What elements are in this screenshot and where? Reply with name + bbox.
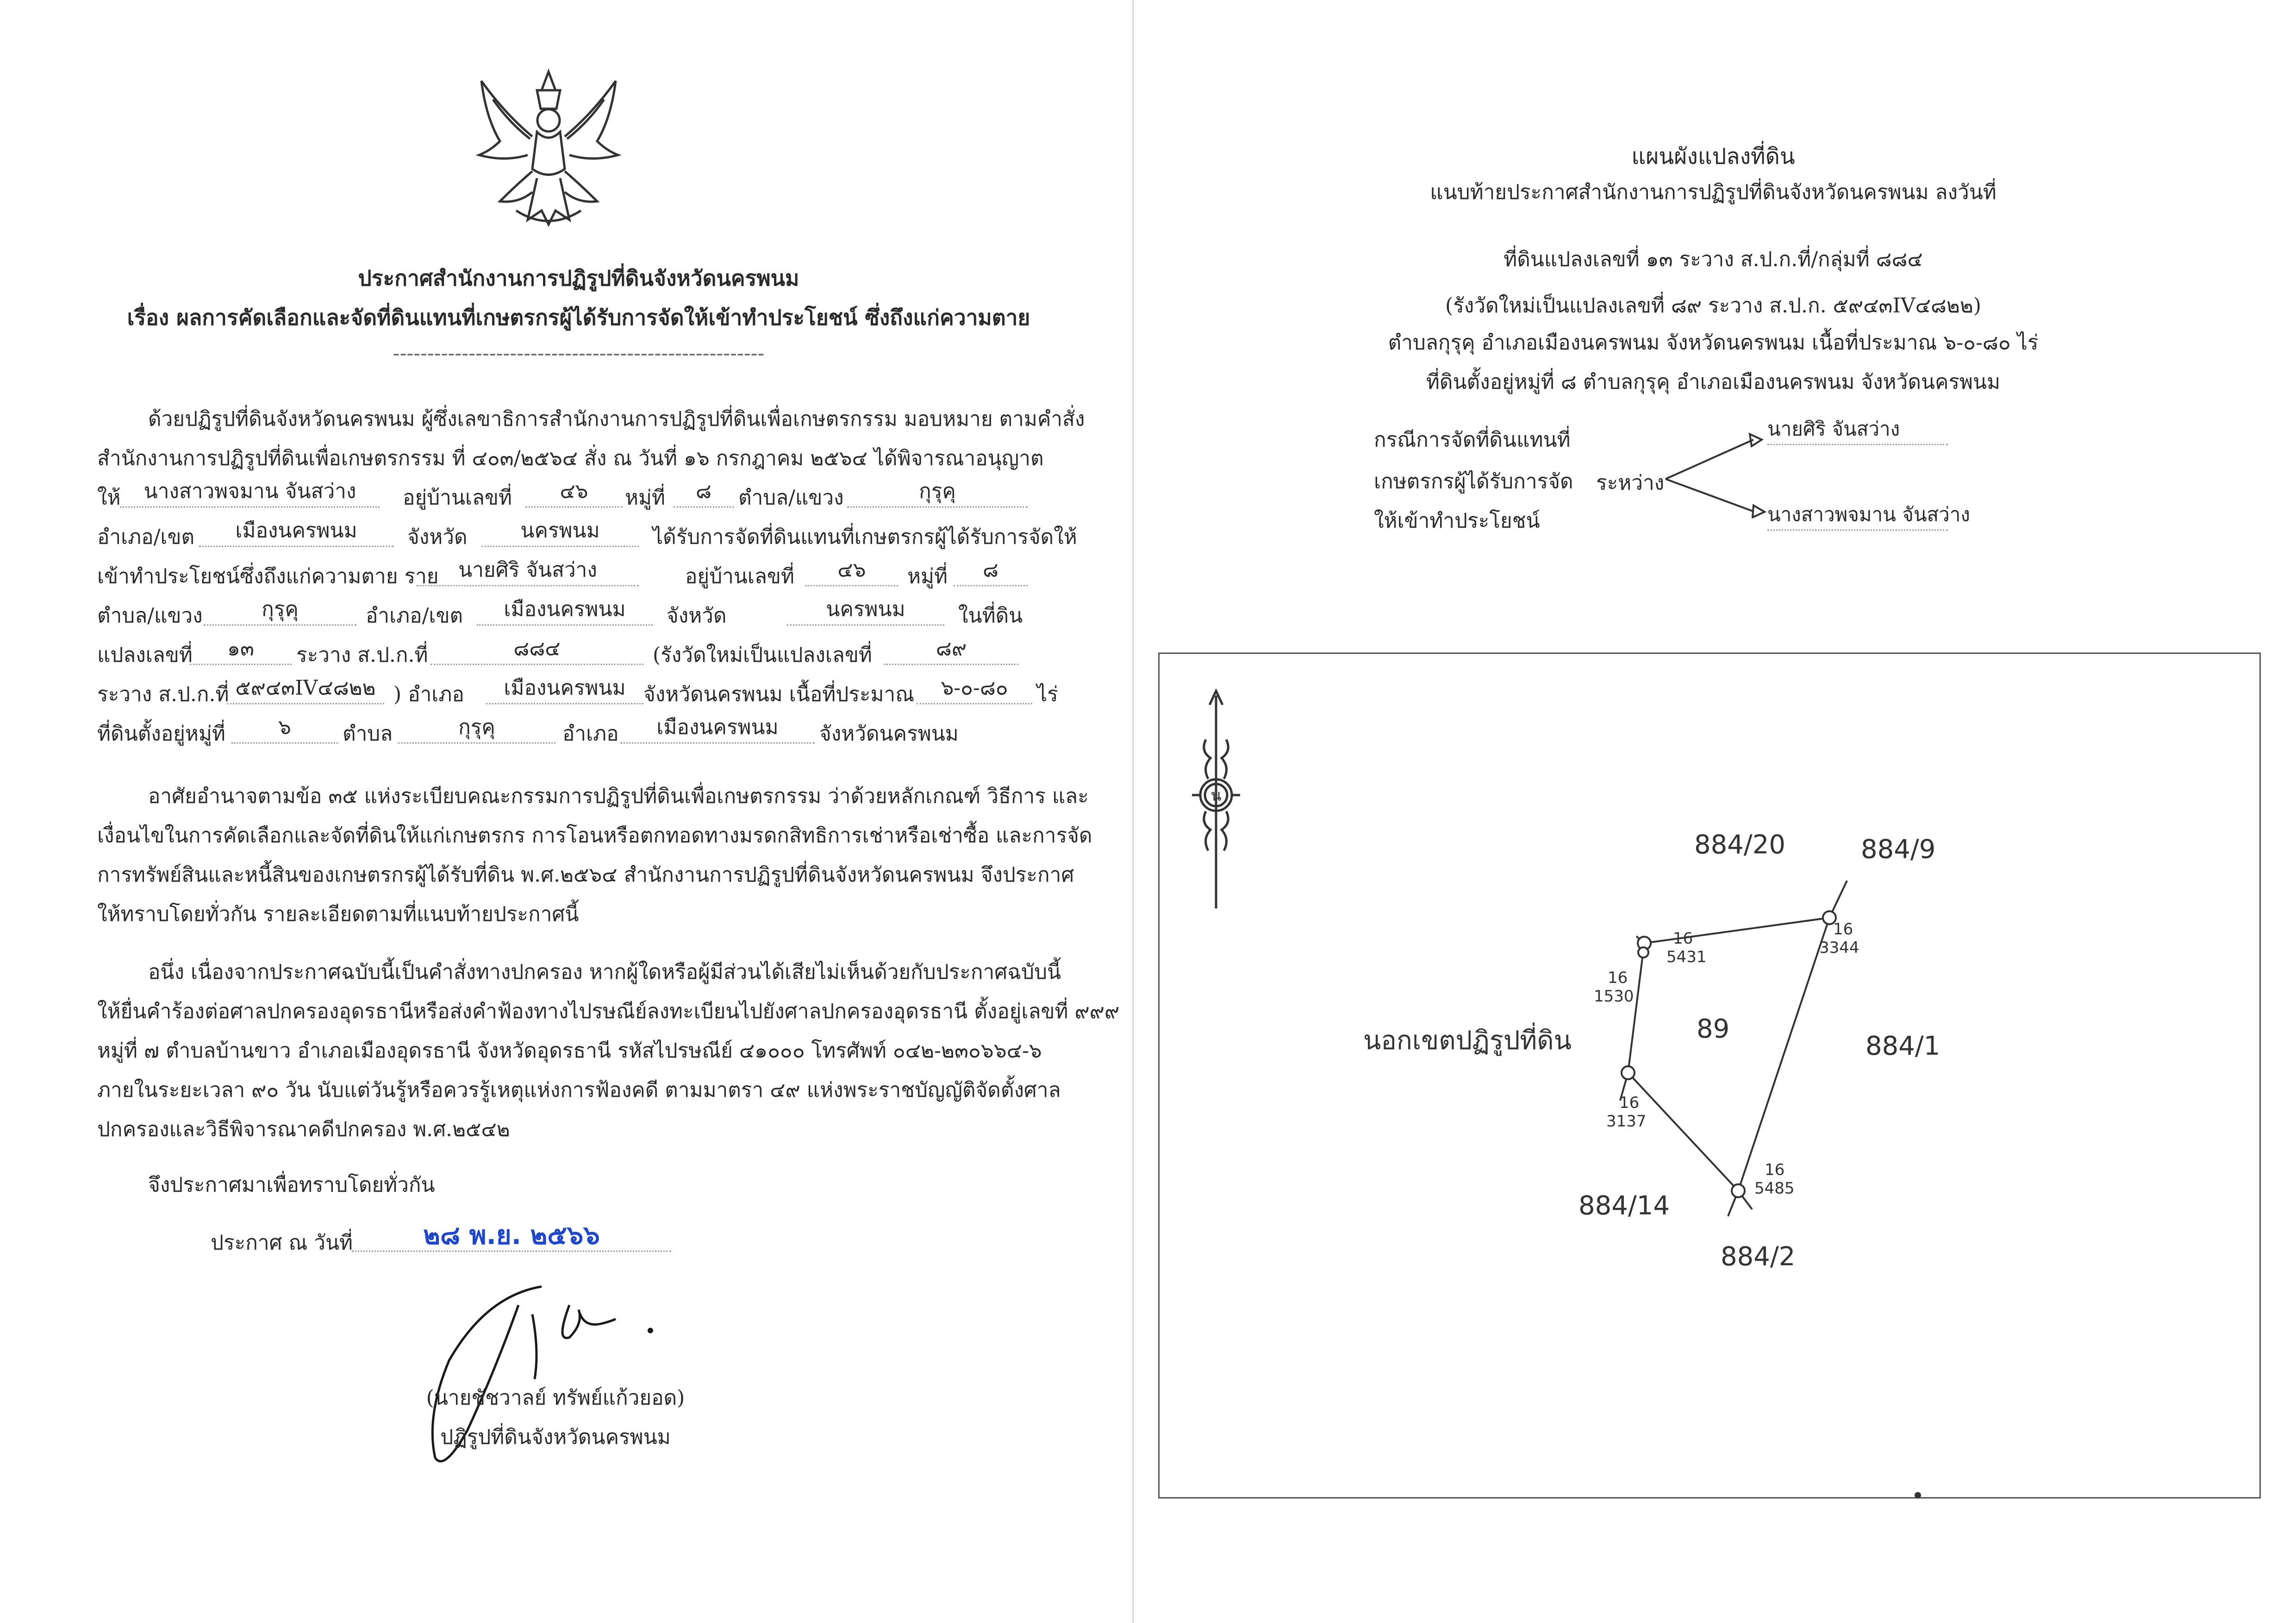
grantee-amphoe: เมืองนครพนม [199,516,393,547]
field-label: อยู่บ้านเลขที่ [685,565,795,588]
announcement-page [0,0,1129,1623]
north-letter: น [1210,786,1222,805]
field-label: ให้ [97,486,121,510]
outside-reform-label: นอกเขตปฏิรูปที่ดิน [1363,1026,1572,1056]
field-label: อำเภอ/เขต [97,525,195,549]
marker-label: 16 1530 [1594,969,1634,1006]
p2-line1: อาศัยอำนาจตามข้อ ๓๕ แห่งระเบียบคณะกรรมการปฏิรูปที่ดินเพื่อเกษตรกรรม ว่าด้วยหลักเกณฑ์ วิธีการ และ [148,784,1089,808]
signer-name: (นายชัชวาลย์ ทรัพย์แก้วยอด) [426,1386,685,1410]
land-moo: ๖ [231,713,338,744]
deceased-moo: ๘ [954,555,1028,586]
neighbor-label: 884/14 [1578,1191,1670,1221]
land-tambon: กุรุคุ [398,713,555,744]
land-area: ๖-๐-๘๐ [917,673,1032,704]
p1-line1: ด้วยปฏิรูปที่ดินจังหวัดนครพนม ผู้ซึ่งเลขาธิการสำนักงานการปฏิรูปที่ดินเพื่อเกษตรกรรม มอบหมาย ตามคำสั่ง [148,407,1085,431]
marker-label: 16 3344 [1819,920,1859,957]
grantee-house-no: ๔๖ [525,477,623,508]
new-plot-number: ๘๙ [884,634,1018,665]
announcement-subject: เรื่อง ผลการคัดเลือกและจัดที่ดินแทนที่เกษตรกรผู้ได้รับการจัดให้เข้าทำประโยชน์ ซึ่งถึงแก่ความตาย [127,305,1030,330]
case-line2: เกษตรกรผู้ได้รับการจัด [1374,470,1573,493]
field-label: อำเภอ [562,722,619,746]
field-label: (รังวัดใหม่เป็นแปลงเลขที่ [653,643,872,667]
field-label: ตำบล/แขวง [738,486,844,510]
field-label: เข้าทำประโยชน์ซึ่งถึงแก่ความตาย ราย [97,565,439,588]
field-label: ระวาง ส.ป.ก.ที่ [97,683,229,706]
party-to: นางสาวพจมาน จันสว่าง [1767,500,1948,531]
p3-line2: ให้ยื่นคำร้องต่อศาลปกครองอุดรธานีหรือส่งคำฟ้องทางไปรษณีย์ลงทะเบียนไปยังศาลปกครองอุดรธานี ตั้งอยู่เลขที่ ๙๙๙ [97,1000,1120,1023]
field-label: ตำบล/แขวง [97,604,203,628]
deceased-amphoe: เมืองนครพนม [477,595,653,626]
marker-label: 16 5485 [1754,1161,1795,1198]
attachment-page [1133,0,2296,1623]
announcement-title: ประกาศสำนักงานการปฏิรูปที่ดินจังหวัดนครพนม [358,266,799,291]
land-amphoe-2: เมืองนครพนม [620,713,815,744]
plot-number: ๑๓ [190,634,292,665]
signer-title: ปฏิรูปที่ดินจังหวัดนครพนม [440,1425,671,1449]
attachment-title: แผนผังแปลงที่ดิน [1631,143,1795,169]
p2-line4: ให้ทราบโดยทั่วกัน รายละเอียดตามที่แนบท้ายประกาศนี้ [97,902,579,926]
p3-line1: อนึ่ง เนื่องจากประกาศฉบับนี้เป็นคำสั่งทางปกครอง หากผู้ใดหรือผู้มีส่วนได้เสียไม่เห็นด้วยกับประกาศฉบับนี้ [148,960,1061,984]
party-from: นายศิริ จันสว่าง [1767,414,1948,445]
p3-line3: หมู่ที่ ๗ ตำบลบ้านขาว อำเภอเมืองอุดรธานี จังหวัดอุดรธานี รหัสไปรษณีย์ ๔๑๐๐๐ โทรศัพท์ ๐๔๒-๒๓๐๖๖๔-๖ [97,1039,1042,1063]
plot-number-label: 89 [1697,1014,1730,1044]
land-amphoe: เมืองนครพนม [486,673,643,704]
field-label: ในที่ดิน [958,604,1023,628]
neighbor-label: 884/9 [1861,834,1936,864]
p2-line3: การทรัพย์สินและหนี้สินของเกษตรกรผู้ได้รับที่ดิน พ.ศ.๒๕๖๔ สำนักงานการปฏิรูปที่ดินจังหวัดนครพนม จึงประกาศ [97,863,1074,887]
deceased-house-no: ๔๖ [805,555,898,586]
field-label: หมู่ที่ [907,565,948,588]
p1-line4-rest: ได้รับการจัดที่ดินแทนที่เกษตรกรผู้ได้รับการจัดให้ [653,525,1077,549]
neighbor-label: 884/2 [1721,1242,1796,1272]
field-label: อยู่บ้านเลขที่ [403,486,512,510]
field-label: แปลงเลขที่ [97,643,193,667]
field-label: ) อำเภอ [393,683,464,706]
title-divider: ------------------------------------------------------ [393,342,765,365]
field-label: จังหวัดนครพนม เนื้อที่ประมาณ [643,683,915,706]
sheet-number: ๘๘๔ [430,634,643,665]
deceased-province: นครพนม [787,595,944,626]
p2-line2: เงื่อนไขในการคัดเลือกและจัดที่ดินให้แก่เกษตรกร การโอนหรือตกทอดทางมรดกสิทธิการเช่าหรือเช่าซื้อ และการจัด [97,824,1092,847]
field-label: อำเภอ/เขต [366,604,463,628]
transfer-arrows-icon [1661,426,1772,518]
field-label: ตำบล [343,722,393,746]
field-label: ที่ดินตั้งอยู่หมู่ที่ [97,722,225,746]
neighbor-label: 884/20 [1694,830,1786,860]
p1-line2: สำนักงานการปฏิรูปที่ดินเพื่อเกษตรกรรม ที่ ๔๐๓/๒๕๖๔ สั่ง ณ วันที่ ๑๖ กรกฎาคม ๒๕๖๔ ได้พิจารณาอนุญาต [97,447,1044,470]
announcement-date: ๒๘ พ.ย. ๒๕๖๖ [352,1221,671,1252]
attachment-location-line: ตำบลกุรุคุ อำเภอเมืองนครพนม จังหวัดนครพนม เนื้อที่ประมาณ ๖-๐-๘๐ ไร่ [1388,331,2039,354]
case-line3: ให้เข้าทำประโยชน์ [1374,509,1540,533]
deceased-tambon: กุรุคุ [204,595,356,626]
deceased-name: นายศิริ จันสว่าง [417,555,639,586]
field-label: จังหวัด [407,525,468,549]
garuda-emblem-icon [472,62,625,234]
area-unit: ไร่ [1037,683,1058,706]
field-label: ระวาง ส.ป.ก.ที่ [296,643,428,667]
between-label: ระหว่าง [1596,471,1665,495]
plot-map [1158,653,2261,1499]
land-province: จังหวัดนครพนม [819,722,959,746]
parcel-outline [1620,881,1847,1216]
grantee-name: นางสาวพจมาน จันสว่าง [120,477,380,508]
grantee-province: นครพนม [481,516,639,547]
date-label: ประกาศ ณ วันที่ [211,1231,353,1255]
grantee-tambon: กุรุคุ [847,477,1028,508]
attachment-subtitle: แนบท้ายประกาศสำนักงานการปฏิรูปที่ดินจังหวัดนครพนม ลงวันที่ [1430,180,1997,204]
case-line1: กรณีการจัดที่ดินแทนที่ [1374,428,1571,452]
marker-label: 16 3137 [1606,1094,1647,1131]
field-label: จังหวัด [667,604,727,628]
p3-line5: ปกครองและวิธีพิจารณาคดีปกครอง พ.ศ.๒๕๔๒ [97,1118,510,1141]
closing-line: จึงประกาศมาเพื่อทราบโดยทั่วกัน [148,1173,435,1197]
field-label: หมู่ที่ [625,486,666,510]
grantee-moo: ๘ [674,477,734,508]
map-sheet-code: ๕๙๔๓IV๔๘๒๒ [227,673,384,704]
attachment-address-line: ที่ดินตั้งอยู่หมู่ที่ ๘ ตำบลกุรุคุ อำเภอเมืองนครพนม จังหวัดนครพนม [1426,370,2001,394]
attachment-resurvey-line: (รังวัดใหม่เป็นแปลงเลขที่ ๘๙ ระวาง ส.ป.ก. ๕๙๔๓IV๔๘๒๒) [1445,294,1982,317]
plot-map-drawing [1160,654,2262,1500]
attachment-plot-line: ที่ดินแปลงเลขที่ ๑๓ ระวาง ส.ป.ก.ที่/กลุ่มที่ ๘๘๔ [1504,248,1923,271]
p3-line4: ภายในระยะเวลา ๙๐ วัน นับแต่วันรู้หรือควรรู้เหตุแห่งการฟ้องคดี ตามมาตรา ๔๙ แห่งพระราชบัญญัติจัดตั้งศาล [97,1078,1061,1102]
marker-label: 16 5431 [1666,929,1707,966]
neighbor-label: 884/1 [1866,1031,1940,1061]
